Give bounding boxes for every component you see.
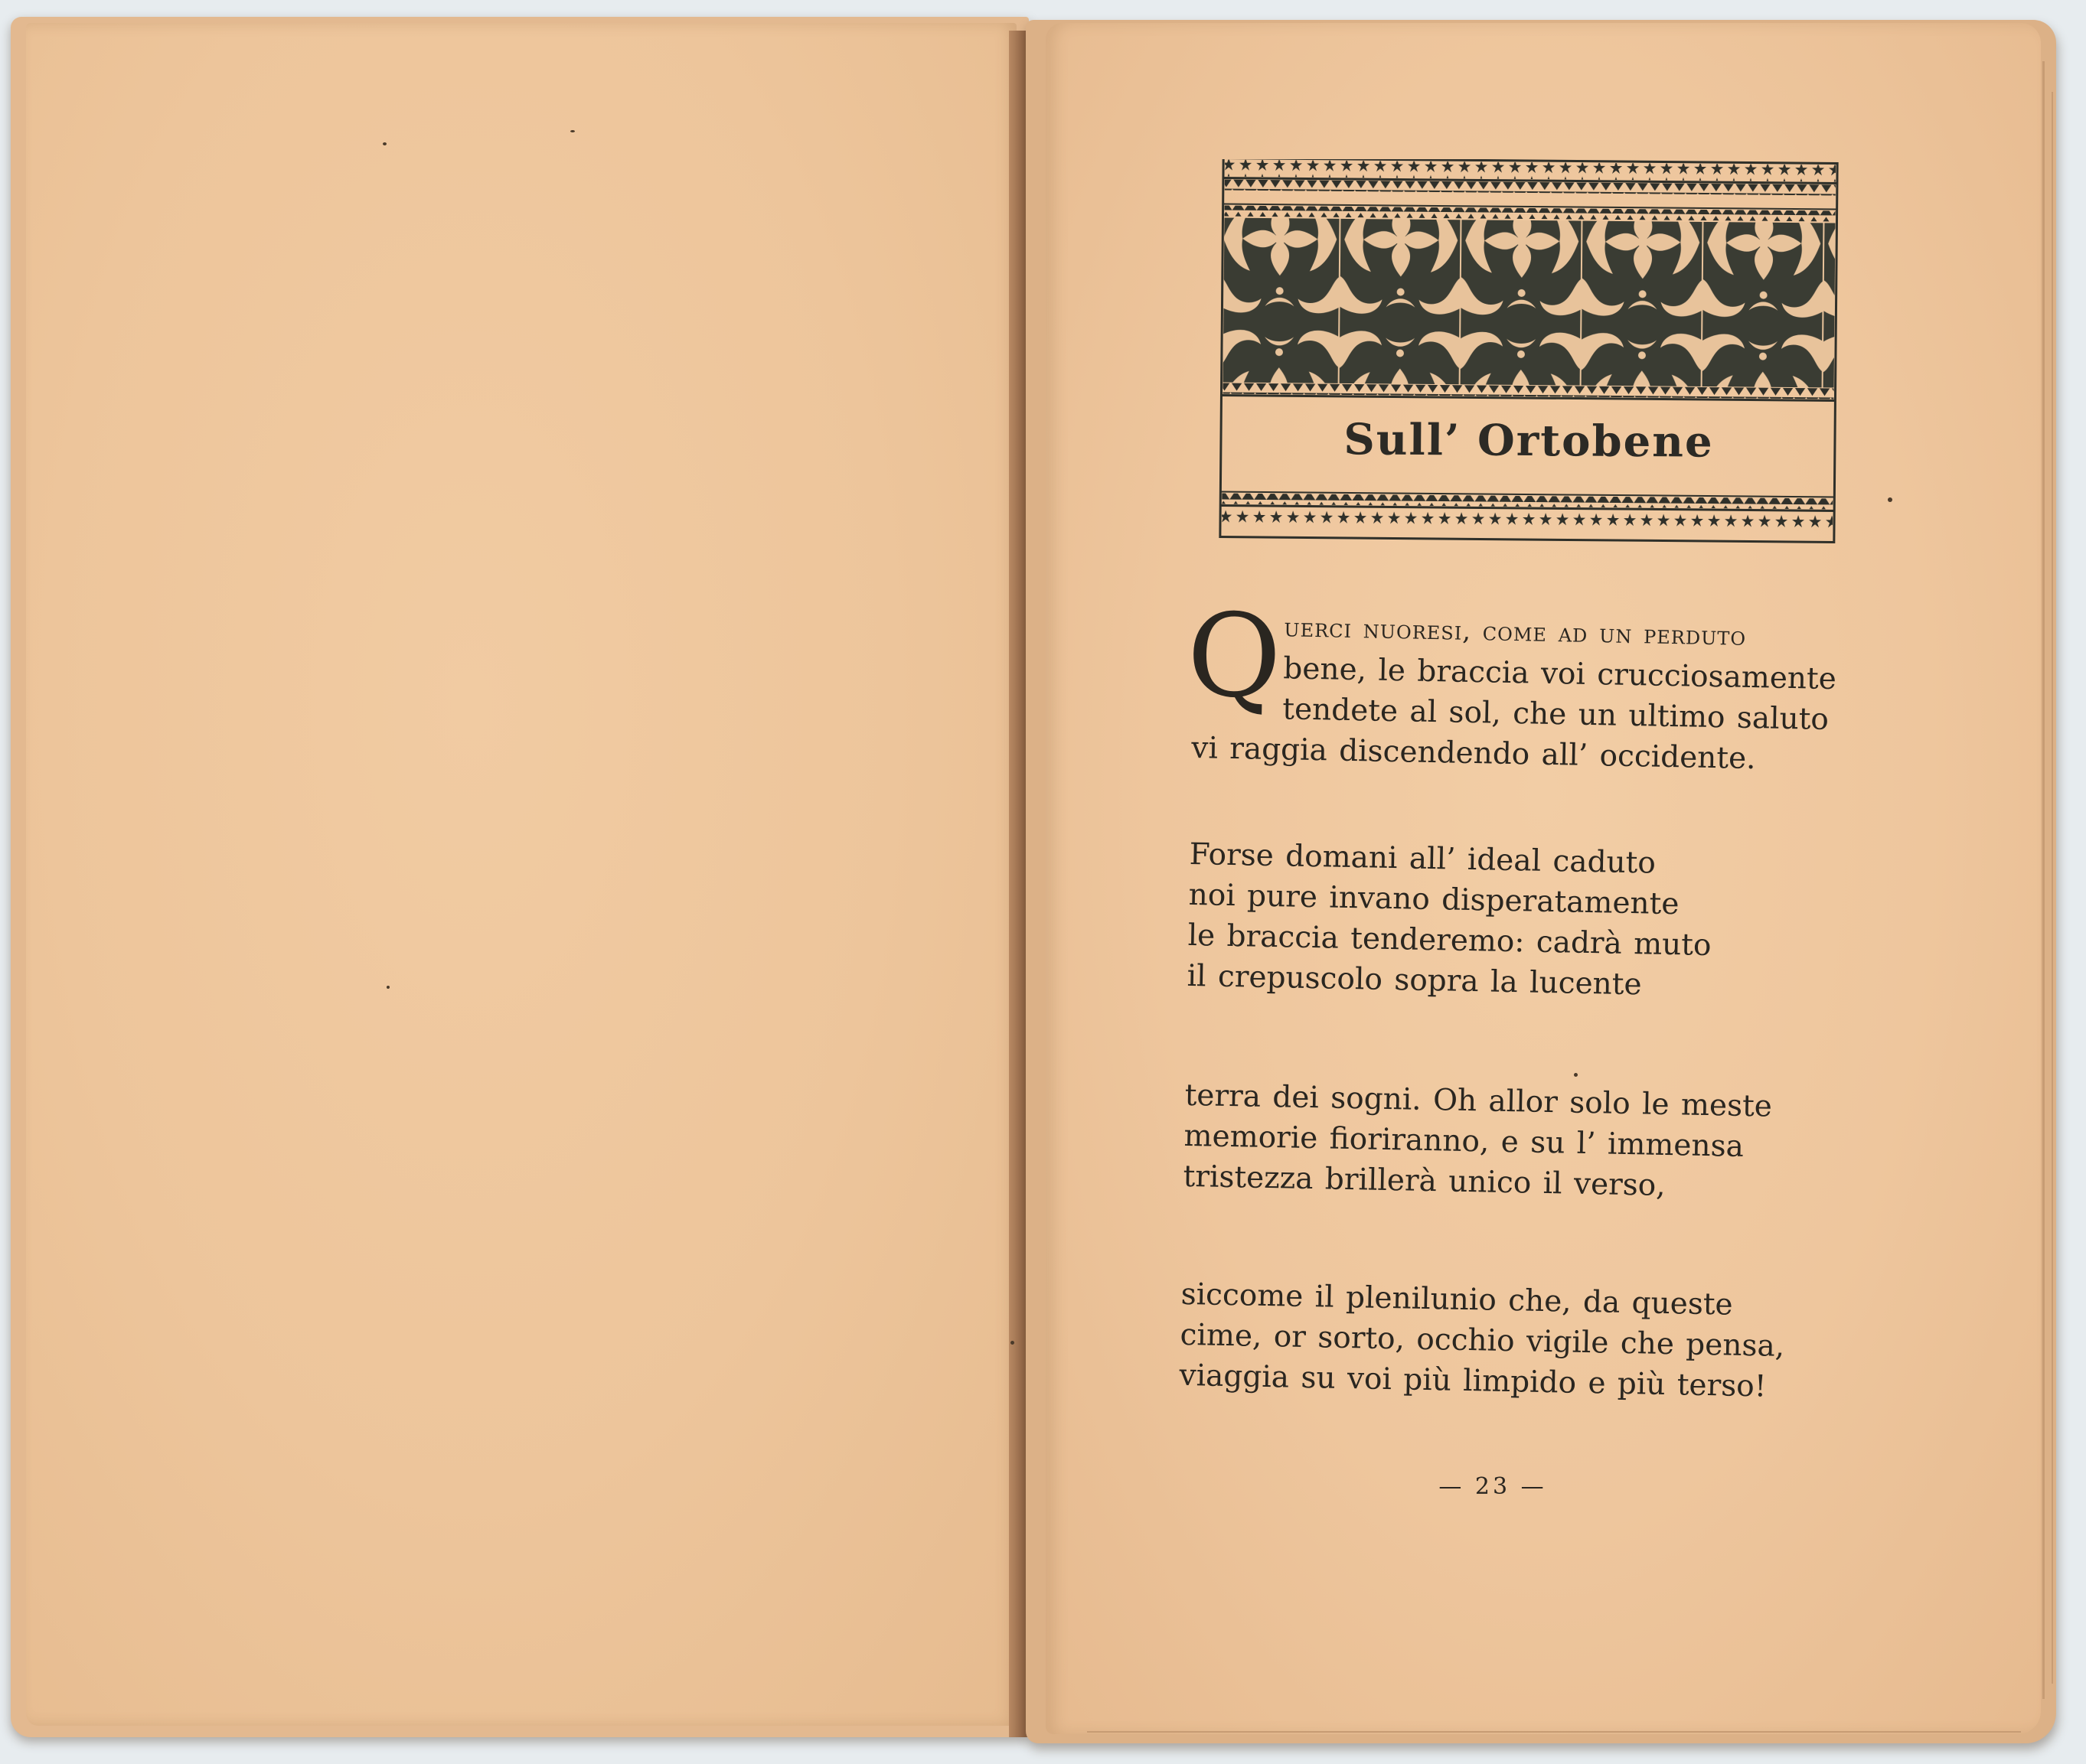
poem-line: memorie fioriranno, e su l’ immensa bbox=[1183, 1118, 1745, 1164]
poem-line: viaggia su voi più limpido e più terso! bbox=[1179, 1358, 1767, 1404]
poem-body bbox=[1179, 589, 1845, 1404]
stanza-3 bbox=[1183, 1075, 1772, 1208]
paper-speck bbox=[570, 130, 575, 132]
poem-line: vi raggia discendendo all’ occidente. bbox=[1190, 730, 1756, 777]
poem-line: tendete al sol, che un ultimo saluto bbox=[1281, 692, 1830, 737]
poem-line: il crepuscolo sopra la lucente bbox=[1187, 958, 1642, 1003]
paper-speck bbox=[1574, 1073, 1578, 1077]
page-edge-line bbox=[2042, 61, 2045, 1699]
stanza-4 bbox=[1179, 1274, 1785, 1407]
poem-line: cime, or sorto, occhio vigile che pensa, bbox=[1180, 1317, 1785, 1364]
paper-speck bbox=[383, 142, 387, 145]
poem-line: siccome il plenilunio che, da queste bbox=[1180, 1277, 1733, 1322]
paper-speck bbox=[387, 986, 390, 989]
drop-cap: Q bbox=[1186, 589, 1283, 725]
poem-line: bene, le braccia voi crucciosamente bbox=[1282, 651, 1837, 697]
page-edge-line bbox=[1087, 1731, 2021, 1733]
poem-line: noi pure invano disperatamente bbox=[1188, 877, 1680, 922]
left-page bbox=[26, 23, 1017, 1726]
poem-line: terra dei sogni. Oh allor solo le meste bbox=[1184, 1078, 1773, 1124]
poem-title: Sull’ Ortobene bbox=[1343, 414, 1714, 468]
page-number: — 23 — bbox=[1438, 1473, 1547, 1500]
poem-line-text: uerci nuoresi, come ad un perduto bbox=[1284, 612, 1747, 652]
paper-speck bbox=[1888, 497, 1892, 502]
page-edge-line bbox=[2052, 92, 2053, 1684]
poem-line: tristezza brillerà unico il verso, bbox=[1183, 1159, 1667, 1203]
poem-line: le braccia tenderemo: cadrà muto bbox=[1187, 918, 1712, 964]
stanza-2 bbox=[1187, 834, 1713, 1006]
paper-speck bbox=[1010, 1341, 1014, 1345]
stanza-1 bbox=[1186, 589, 1845, 781]
poem-line: Forse domani all’ ideal caduto bbox=[1189, 836, 1657, 881]
floral-ornament-icon bbox=[1219, 159, 1839, 546]
